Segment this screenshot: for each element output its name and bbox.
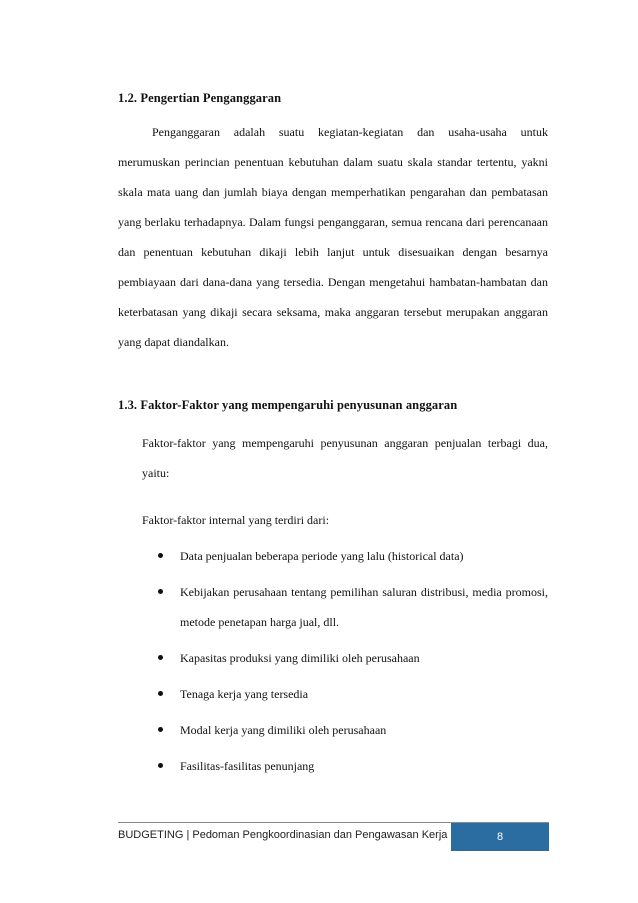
list-item [158,577,548,637]
list-item-text: Fasilitas-fasilitas penunjang [180,759,315,773]
section-heading-1-2: 1.2. Pengertian Penganggaran [118,91,282,105]
list-item-text: Modal kerja yang dimiliki oleh perusahaan [180,723,387,737]
list-item [158,751,548,781]
bullet-icon [158,589,163,594]
list-item [158,715,548,745]
bullet-icon [158,553,163,558]
page-number-badge: 8 [451,823,549,851]
section-heading-1-3: 1.3. Faktor-Faktor yang mempengaruhi penyusunan anggaran [118,398,458,412]
bullet-icon [158,727,163,732]
list-item [158,679,548,709]
list-item-text: Kebijakan perusahaan tentang pemilihan saluran distribusi, media promosi, metode penetapan harga jual, dll. [180,585,548,629]
bullet-icon [158,691,163,696]
list-item-text: Kapasitas produksi yang dimiliki oleh perusahaan [180,651,420,665]
page-footer [118,822,549,851]
list-item-text: Data penjualan beberapa periode yang lalu (historical data) [180,549,464,563]
list-item-text: Tenaga kerja yang tersedia [180,687,309,701]
bullet-icon [158,655,163,660]
list-item [158,643,548,673]
section-1-2-paragraph: Penganggaran adalah suatu kegiatan-kegiatan dan usaha-usaha untuk merumuskan perincian penentuan kebutuhan dalam suatu skala standar tertentu, yakni skala mata uang dan jumlah biaya dengan memperhatikan pengarahan dan pembatasan yang berlaku terhadapnya. Dalam fungsi penganggaran, semua rencana dari perencanaan dan penentuan kebutuhan dikaji lebih lanjut untuk disesuaikan dengan besarnya pembiayaan dari dana-dana yang tersedia. Dengan mengetahui hambatan-hambatan dan keterbatasan yang dikaji secara seksama, maka anggaran tersebut merupakan anggaran yang dapat diandalkan. [118,125,548,349]
internal-factors-list [158,541,548,787]
list-item [158,541,548,571]
footer-title: BUDGETING | Pedoman Pengkoordinasian dan Pengawasan Kerja [118,829,448,841]
section-1-3-intro: Faktor-faktor yang mempengaruhi penyusunan anggaran penjualan terbagi dua, yaitu: [142,436,548,480]
internal-factors-label: Faktor-faktor internal yang terdiri dari: [142,513,330,527]
bullet-icon [158,763,163,768]
